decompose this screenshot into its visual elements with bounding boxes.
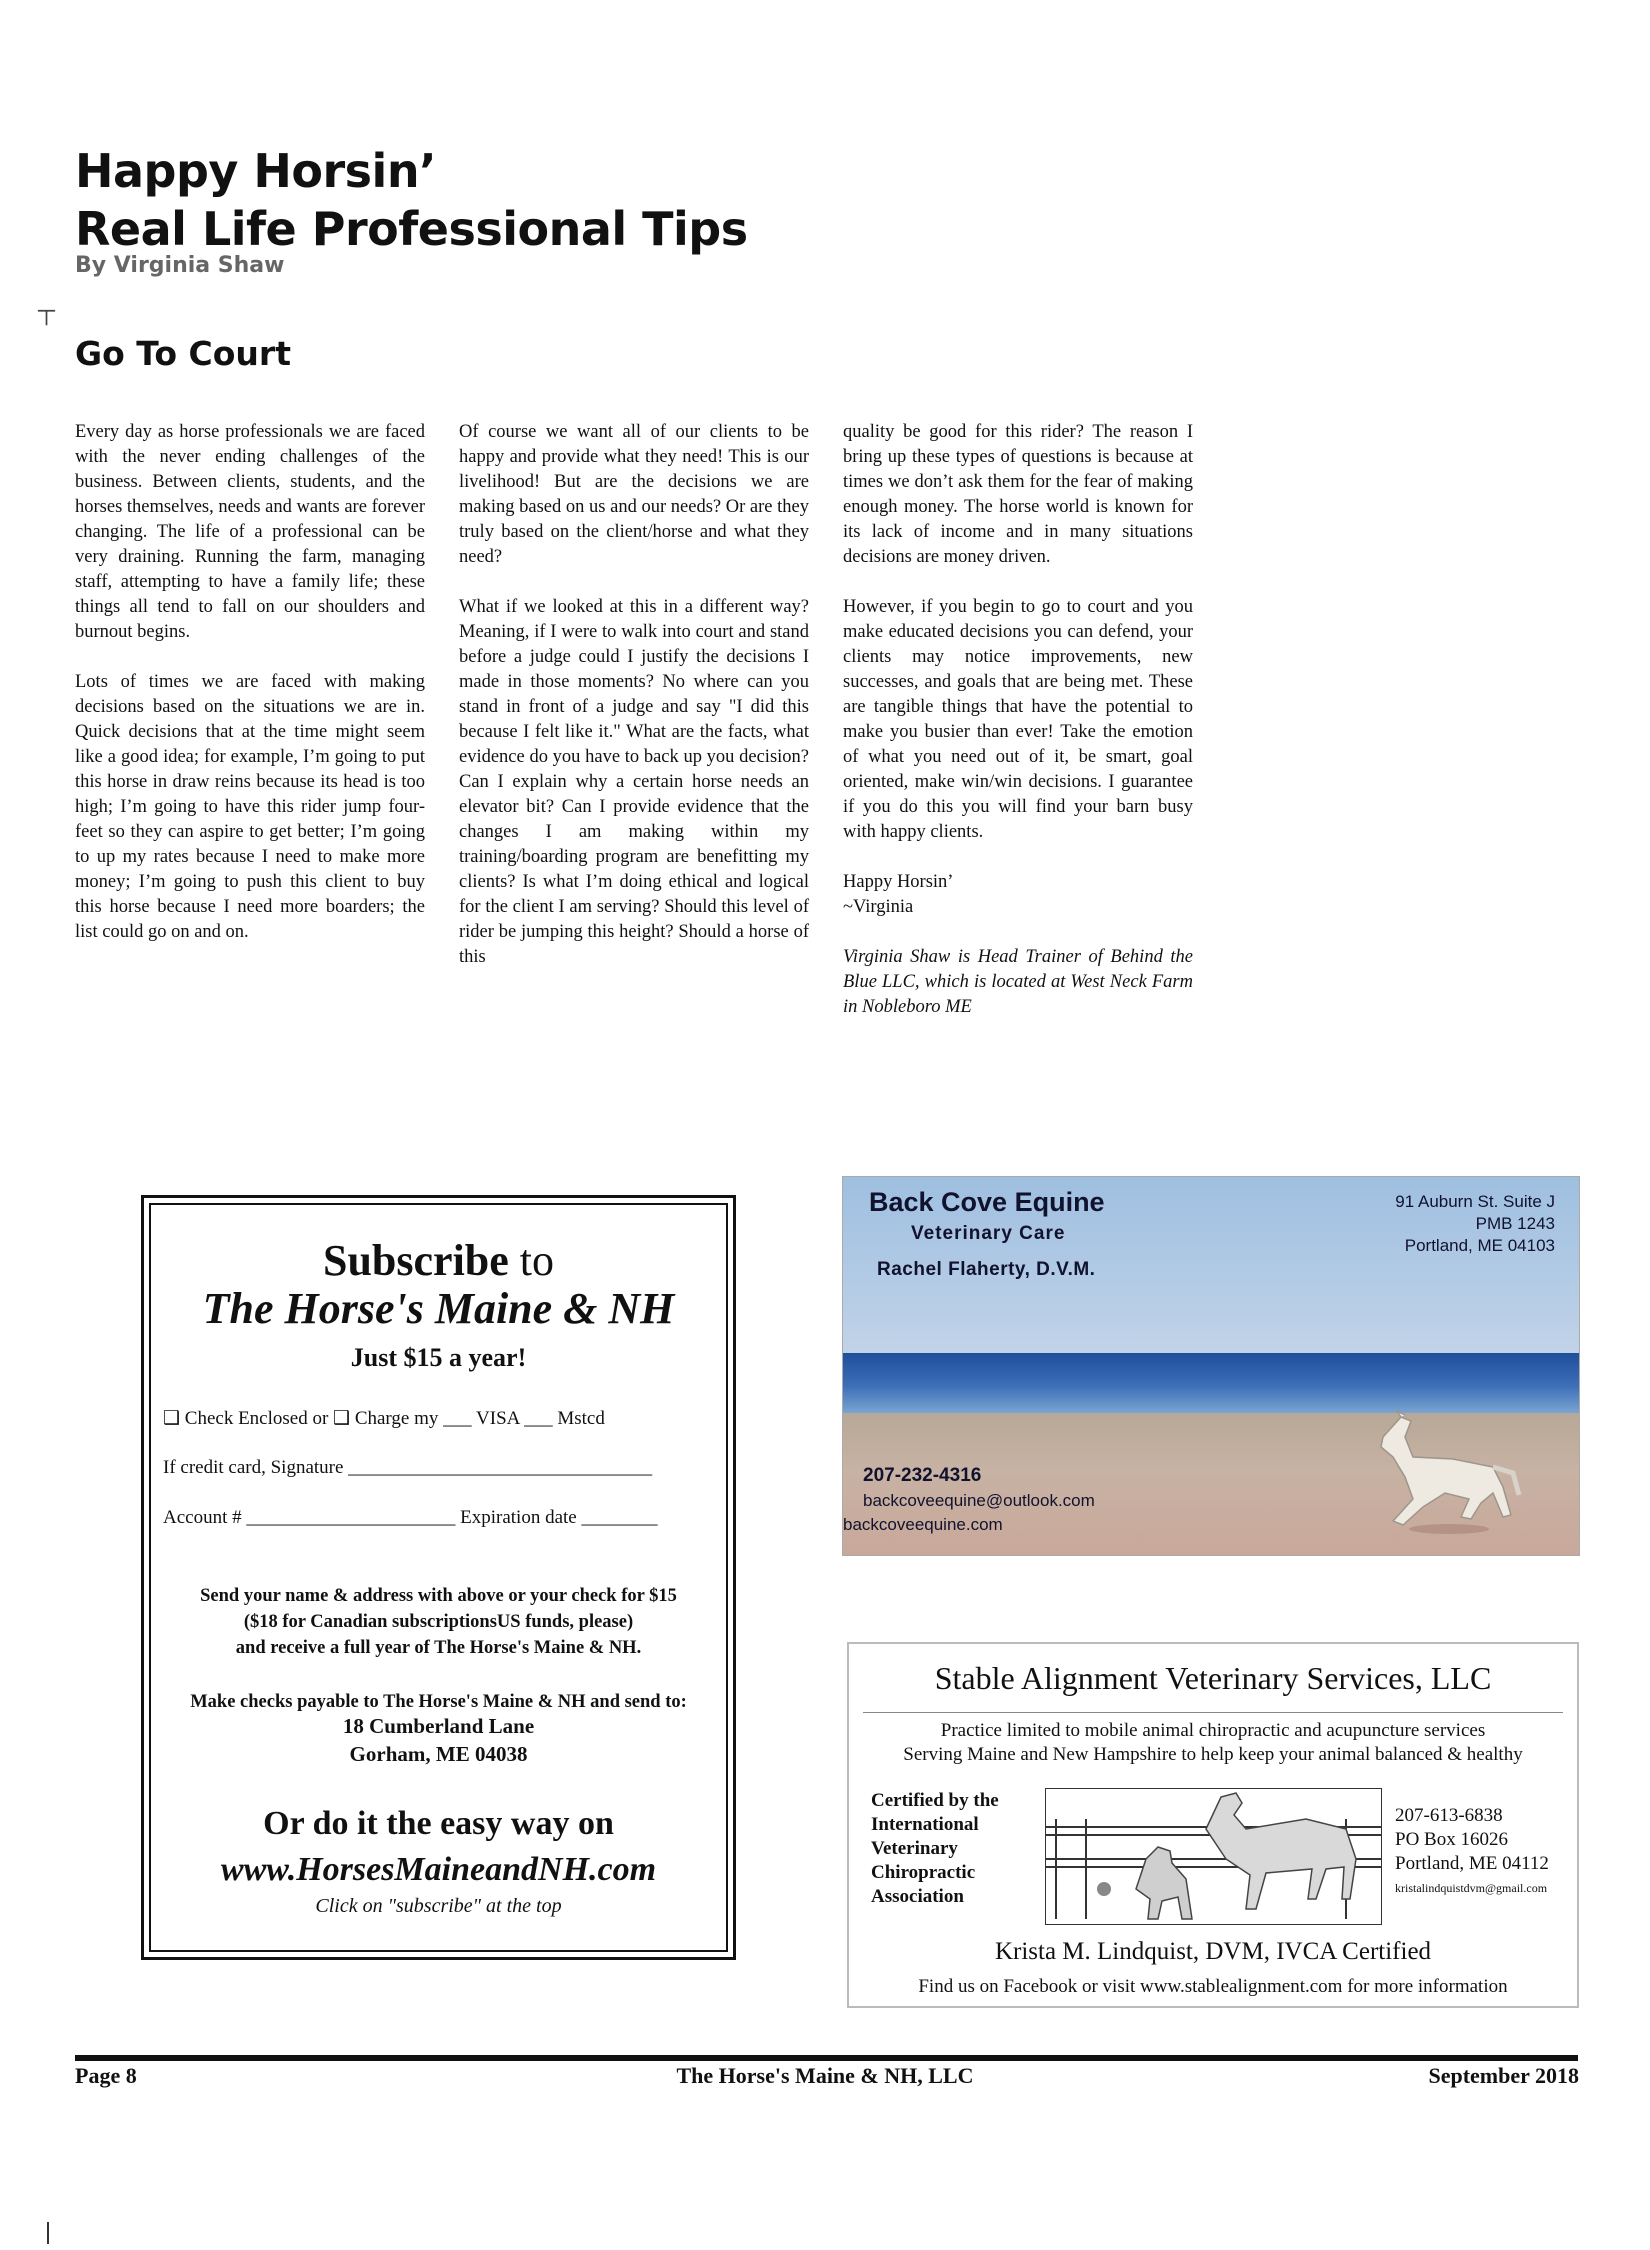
business-address <box>1395 1191 1555 1257</box>
horse-and-dog-illustration <box>1045 1788 1382 1925</box>
subscribe-price: Just $15 a year! <box>350 1343 527 1372</box>
payment-options: ❑ Check Enclosed or ❑ Charge my ___ VISA ___ Mstcd <box>163 1408 605 1429</box>
signature-line: If credit card, Signature ________________________________ <box>163 1457 653 1478</box>
city-line: Portland, ME 04112 <box>1395 1853 1549 1874</box>
cert-line: International <box>871 1814 979 1835</box>
paragraph: Lots of times we are faced with making decisions based on the situations we are in. Quick decisions that at the time might seem like a good idea; for example, I’m going to put this horse in draw reins because its head is too high; I’m going to have this rider jump four-feet so they can aspire to get better; I’m going to up my rates because I need to make more money; I’m going to push this client to buy this horse because I need more boarders; the list could go on and on. <box>75 672 425 942</box>
ad-tagline-1: Practice limited to mobile animal chiropractic and acupuncture services <box>940 1720 1486 1741</box>
cert-line: Association <box>871 1886 964 1907</box>
crop-mark-icon: ┬ <box>38 298 56 324</box>
stable-alignment-ad <box>847 1642 1579 2008</box>
find-us-note: Find us on Facebook or visit www.stablealignment.com for more information <box>918 1976 1508 1997</box>
article-column-1 <box>75 420 425 970</box>
page-number: Page 8 <box>75 2063 137 2088</box>
phone-number: 207-613-6838 <box>1395 1805 1503 1826</box>
paragraph: Of course we want all of our clients to be happy and provide what they need! This is our livelihood! But are the decisions we are making based on us and our needs? Or are they truly based on the client/horse and what they need? <box>459 422 809 567</box>
address-line: 91 Auburn St. Suite J <box>1395 1192 1555 1211</box>
send-instructions-1: Send your name & address with above or your check for $15 <box>200 1586 677 1606</box>
publication-name: The Horse's Maine & NH <box>202 1284 675 1333</box>
business-subtitle: Veterinary Care <box>911 1223 1066 1244</box>
section-heading: Go To Court <box>75 334 291 373</box>
easy-way-heading: Or do it the easy way on <box>263 1805 614 1842</box>
po-box: PO Box 16026 <box>1395 1829 1508 1850</box>
email-link[interactable]: kristalindquistdvm@gmail.com <box>1395 1881 1548 1895</box>
ad-tagline-2: Serving Maine and New Hampshire to help keep your animal balanced & healthy <box>903 1744 1523 1765</box>
vet-name: Rachel Flaherty, D.V.M. <box>877 1259 1096 1280</box>
cert-line: Veterinary <box>871 1838 958 1859</box>
author-bio: Virginia Shaw is Head Trainer of Behind the Blue LLC, which is located at West Neck Farm in Nobleboro ME <box>843 947 1193 1017</box>
paragraph: quality be good for this rider? The reason I bring up these types of questions is because at times we don’t ask them for the fear of making enough money. The horse world is known for its lack of income and in many situations decisions are money driven. <box>843 422 1193 567</box>
paragraph: Every day as horse professionals we are faced with the never ending challenges of the business. Between clients, students, and the horses themselves, needs and wants are forever changing. The life of a professional can be very draining. Running the farm, managing staff, attempting to have a family life; these things all tend to fall on our shoulders and burnout begins. <box>75 422 425 642</box>
subscribe-url-link[interactable]: www.HorsesMaineandNH.com <box>220 1851 657 1888</box>
byline: By Virginia Shaw <box>75 253 285 278</box>
article-column-2 <box>459 420 809 995</box>
contact-info <box>1395 1804 1549 1900</box>
issue-date: September 2018 <box>1428 2063 1579 2088</box>
payable-instructions: Make checks payable to The Horse's Maine & NH and send to: <box>190 1692 687 1712</box>
business-name: Back Cove Equine <box>869 1187 1105 1217</box>
cert-line: Chiropractic <box>871 1862 976 1883</box>
ocean-background <box>843 1353 1579 1413</box>
crop-mark-icon <box>47 2222 49 2244</box>
address-line: PMB 1243 <box>1475 1214 1555 1233</box>
article-title-line1: Happy Horsin’ <box>75 144 437 198</box>
website-link[interactable]: backcoveequine.com <box>843 1515 1003 1534</box>
account-line: Account # ______________________ Expiration date ________ <box>163 1507 658 1528</box>
paragraph: However, if you begin to go to court and you make educated decisions you can defend, your clients may notice improvements, new successes, and goals that are being met. These are tangible things that have the potential to make you busier than ever! Take the emotion of what you need out of it, be smart, goal oriented, make win/win decisions. I guarantee if you do this you will find your barn busy with happy clients. <box>843 597 1193 842</box>
mail-city: Gorham, ME 04038 <box>349 1742 528 1766</box>
subscribe-click-note: Click on "subscribe" at the top <box>315 1895 562 1917</box>
divider <box>863 1712 1563 1713</box>
paragraph: What if we looked at this in a different way? Meaning, if I were to walk into court and stand before a judge could I justify the decisions I made in those moments? No where can you stand in front of a judge and say "I did this because I felt like it." What are the facts, what evidence do you have to back up you decision? Can I explain why a certain horse needs an elevator bit? Can I provide evidence that the changes I am making within my training/boarding program are benefitting my clients? Is what I’m doing ethical and logical for the client I am serving? Should this level of rider be jumping this height? Should a horse of this <box>459 597 809 967</box>
article-column-3 <box>843 420 1193 1045</box>
article-title-line2: Real Life Professional Tips <box>75 202 748 256</box>
signoff: Happy Horsin’ <box>843 872 954 892</box>
horse-icon <box>1353 1407 1523 1537</box>
send-instructions-2: ($18 for Canadian subscriptionsUS funds, please) <box>243 1612 634 1632</box>
mail-street: 18 Cumberland Lane <box>342 1714 535 1738</box>
certification-text <box>871 1789 999 1909</box>
subscribe-ad-inner-border <box>149 1203 728 1952</box>
send-instructions-3: and receive a full year of The Horse's Maine & NH. <box>235 1638 642 1658</box>
footer-publisher: The Horse's Maine & NH, LLC <box>676 2063 974 2088</box>
back-cove-equine-ad <box>842 1176 1580 1556</box>
subscribe-word: Subscribe <box>322 1236 509 1285</box>
subscribe-heading <box>151 1235 726 1286</box>
email-link[interactable]: backcoveequine@outlook.com <box>863 1491 1095 1510</box>
vet-credentials: Krista M. Lindquist, DVM, IVCA Certified <box>994 1938 1432 1965</box>
signoff-name: ~Virginia <box>843 897 914 917</box>
cert-line: Certified by the <box>871 1790 999 1811</box>
footer-rule <box>75 2055 1578 2061</box>
phone-number: 207-232-4316 <box>863 1465 982 1486</box>
subscribe-ad <box>141 1195 736 1960</box>
address-line: Portland, ME 04103 <box>1404 1236 1555 1255</box>
subscribe-to-word: to <box>519 1236 555 1285</box>
ad-title: Stable Alignment Veterinary Services, LLC <box>934 1660 1492 1696</box>
